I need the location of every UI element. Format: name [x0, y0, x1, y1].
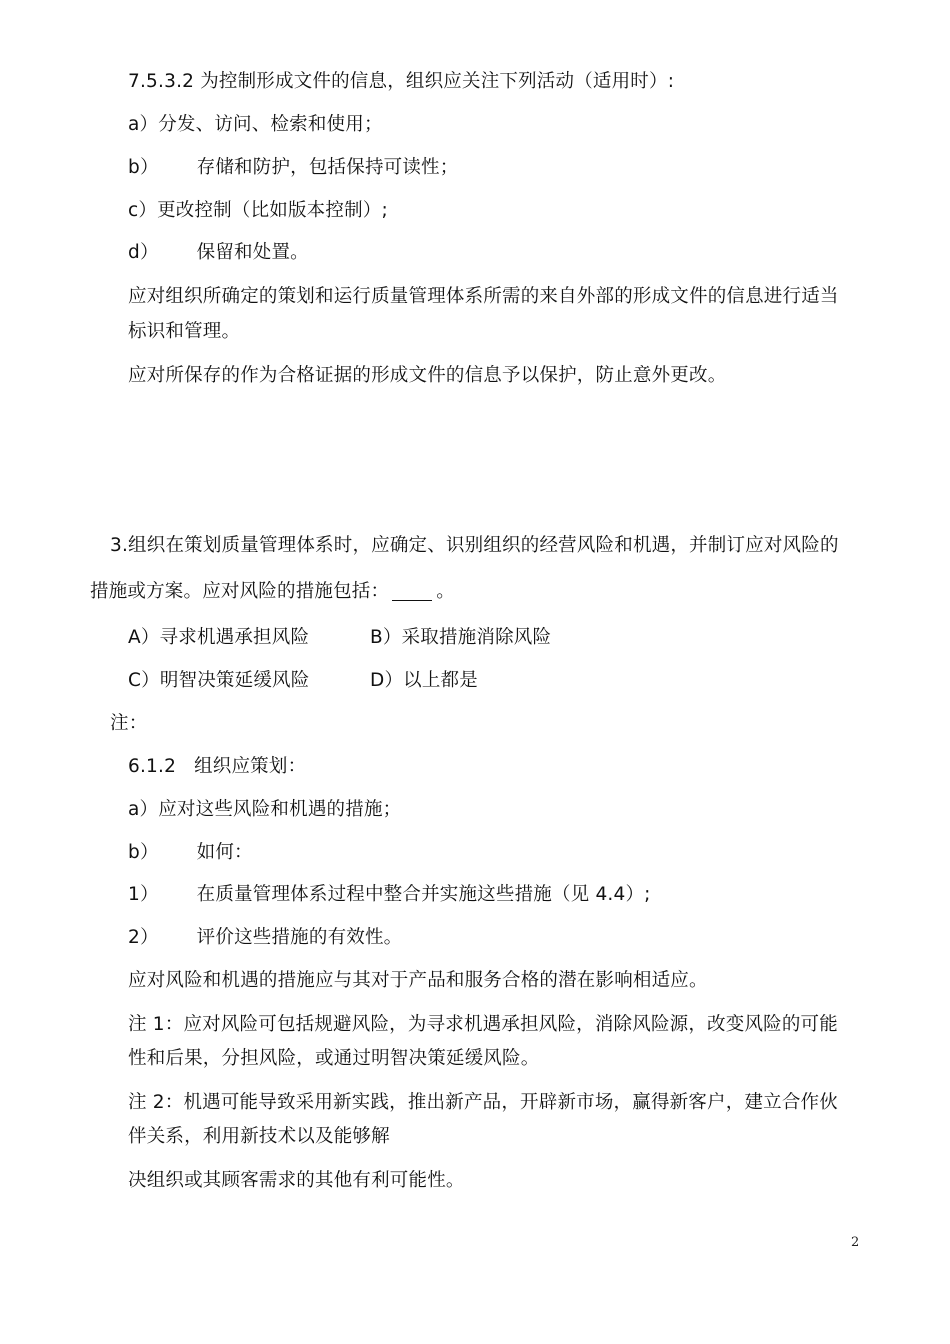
- item-label: b）: [128, 157, 159, 178]
- clause-7532-heading: 7.5.3.2 为控制形成文件的信息，组织应关注下列活动（适用时）:: [128, 71, 675, 92]
- item-text: 评价这些措施的有效性。: [196, 927, 403, 948]
- option-d: D）以上都是: [370, 670, 478, 691]
- clause-612-item-b: [128, 841, 253, 865]
- clause-7532-item-b: [128, 156, 458, 180]
- item-text: 保留和处置。: [196, 242, 309, 263]
- answer-blank: [392, 580, 432, 601]
- item-text: 在质量管理体系过程中整合并实施这些措施（见 4.4）;: [196, 884, 651, 905]
- clause-612-heading: [128, 755, 306, 779]
- question-3-line1: 3.组织在策划质量管理体系时，应确定、识别组织的经营风险和机遇，并制订应对风险的: [110, 535, 839, 556]
- note-label: 注：: [110, 713, 148, 734]
- clause-612-item-a: a）应对这些风险和机遇的措施；: [128, 799, 402, 820]
- clause-612-sub-1: [128, 883, 651, 907]
- page-number: 2: [851, 1235, 860, 1250]
- item-label: 2）: [128, 927, 159, 948]
- question-3-line2: [90, 580, 455, 604]
- clause-7532-para2: 应对所保存的作为合格证据的形成文件的信息予以保护，防止意外更改。: [128, 365, 727, 386]
- clause-612-para: 应对风险和机遇的措施应与其对于产品和服务合格的潜在影响相适应。: [128, 970, 708, 991]
- item-label: 1）: [128, 884, 159, 905]
- clause-7532-item-a: a）分发、访问、检索和使用；: [128, 114, 383, 135]
- note-2-line2: 伴关系，利用新技术以及能够解: [128, 1126, 390, 1147]
- clause-7532-para1-line1: 应对组织所确定的策划和运行质量管理体系所需的来自外部的形成文件的信息进行适当: [128, 286, 839, 307]
- clause-title: 组织应策划：: [194, 756, 307, 777]
- note-1-line2: 性和后果，分担风险，或通过明智决策延缓风险。: [128, 1048, 540, 1069]
- option-a: A）寻求机遇承担风险: [128, 627, 310, 648]
- note-2-line3: 决组织或其顾客需求的其他有利可能性。: [128, 1170, 465, 1191]
- clause-7532-item-d: [128, 241, 309, 265]
- note-2-line1: 注 2：机遇可能导致采用新实践，推出新产品，开辟新市场，赢得新客户，建立合作伙: [128, 1092, 838, 1113]
- item-label: b）: [128, 842, 159, 863]
- item-text: 存储和防护，包括保持可读性；: [196, 157, 459, 178]
- clause-number: 6.1.2: [128, 756, 177, 777]
- question-3-end: 。: [436, 581, 455, 602]
- option-b: B）采取措施消除风险: [370, 627, 552, 648]
- clause-612-sub-2: [128, 926, 402, 950]
- question-3-text: 措施或方案。应对风险的措施包括：: [90, 581, 390, 602]
- item-label: d）: [128, 242, 159, 263]
- note-1-line1: 注 1：应对风险可包括规避风险，为寻求机遇承担风险，消除风险源，改变风险的可能: [128, 1014, 838, 1035]
- clause-7532-item-c: c）更改控制（比如版本控制）;: [128, 200, 388, 221]
- item-text: 如何：: [196, 842, 253, 863]
- option-c: C）明智决策延缓风险: [128, 670, 310, 691]
- clause-7532-para1-line2: 标识和管理。: [128, 321, 241, 342]
